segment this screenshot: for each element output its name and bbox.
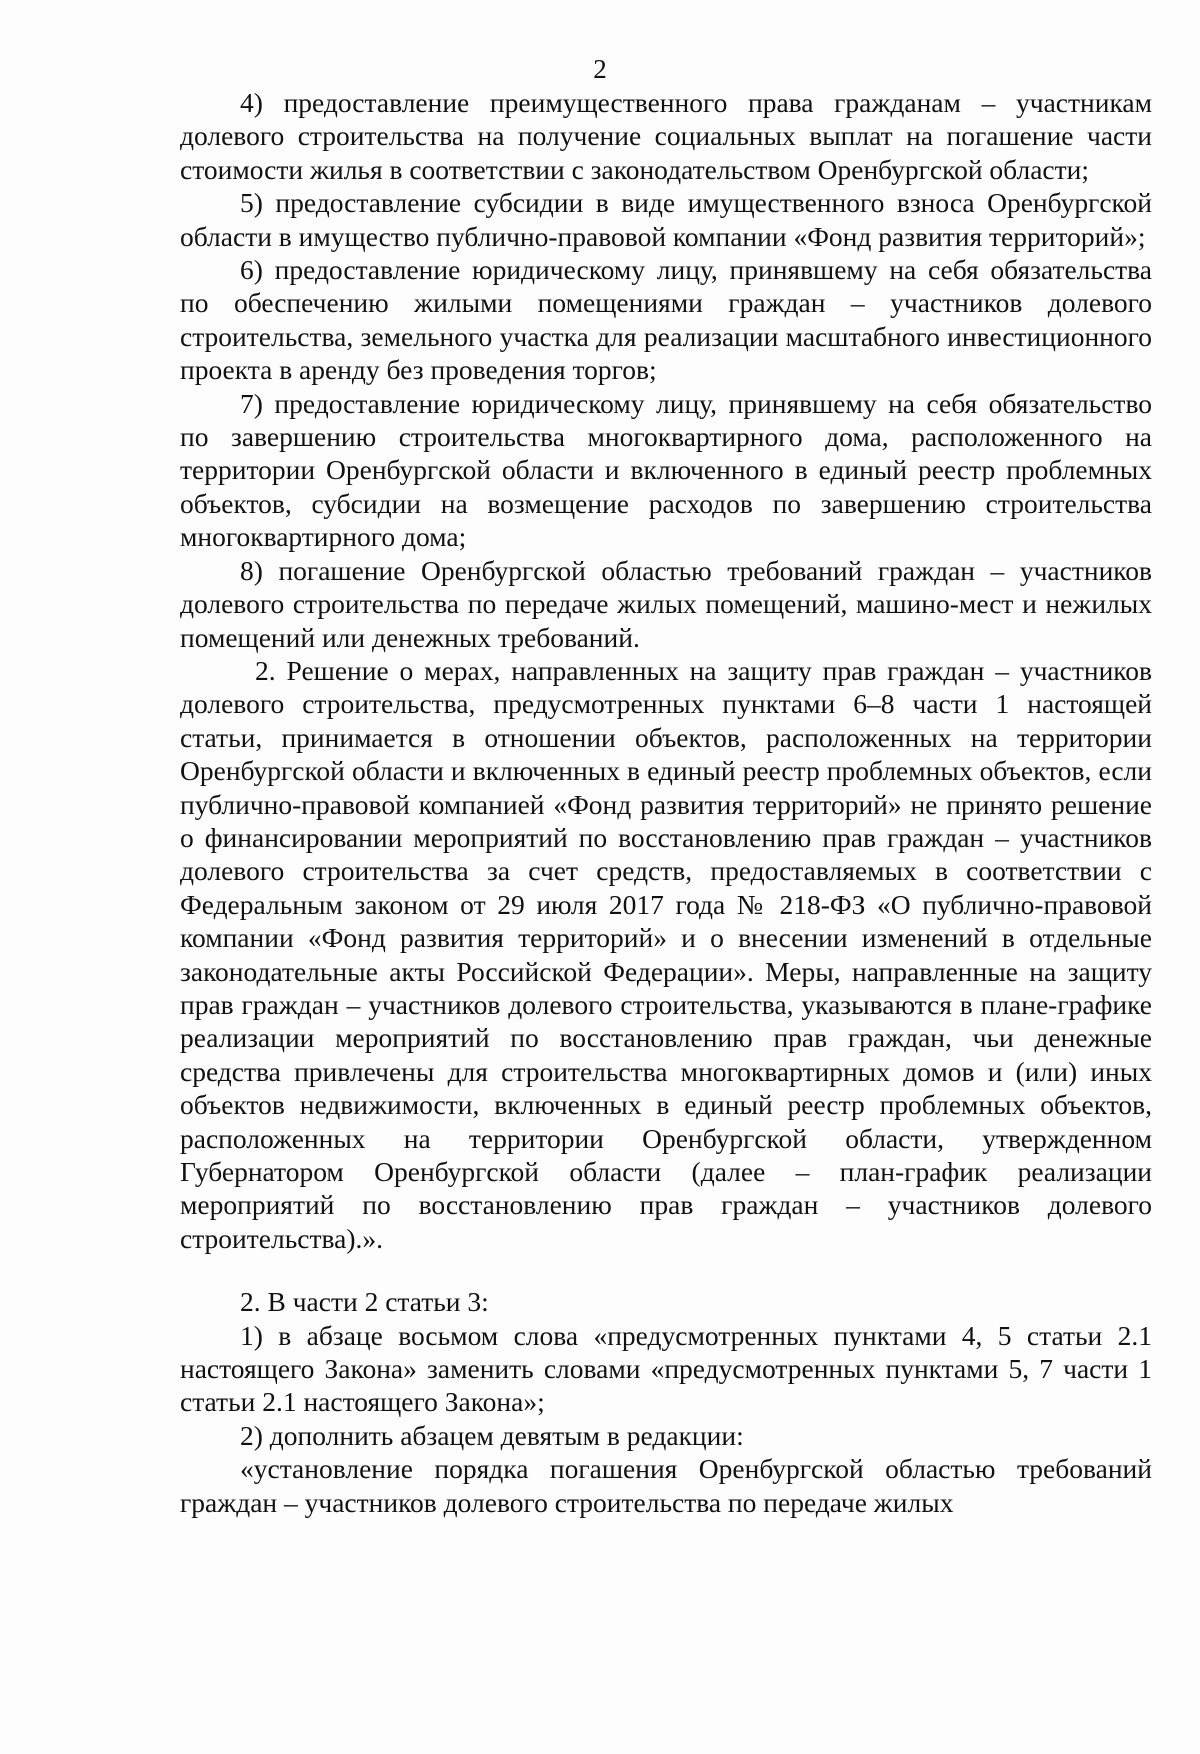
paragraph-part-2: 2. Решение о мерах, направленных на защиту прав граждан – участников долевого строительства, предусмотренных пунктами 6–8 части 1 настоящей статьи, принимается в отношении объектов, расположенных на территории Оренбургской области и включенных в единый реестр проблемных объектов, если публично-правовой компанией «Фонд развития территорий» не принято решение о финансировании мероприятий по восстановлению прав граждан – участников долевого строительства за счет средств, предоставляемых в соответствии с Федеральным законом от 29 июля 2017 года № 218-ФЗ «О публично-правовой компании «Фонд развития территорий» и о внесении изменений в отдельные законодательные акты Российской Федерации». Меры, направленные на защиту прав граждан – участников долевого строительства, указываются в плане-графике реализации мероприятий по восстановлению прав граждан, чьи денежные средства привлечены для строительства многоквартирных домов и (или) иных объектов недвижимости, включенных в единый реестр проблемных объектов, расположенных на территории Оренбургской области, утвержденном Губернатором Оренбургской области (далее – план-график реализации мероприятий по восстановлению прав граждан – участников долевого строительства).». [180,654,1152,1254]
paragraph-item-8: 8) погашение Оренбургской областью требований граждан – участников долевого строительства по передаче жилых помещений, машино-мест и нежилых помещений или денежных требований. [180,554,1152,653]
paragraph-gap [180,1255,1152,1285]
paragraph-amendment-heading: 2. В части 2 статьи 3: [240,1286,489,1318]
page-number: 2 [593,54,607,84]
document-body [180,86,1152,1519]
paragraph-item-5: 5) предоставление субсидии в виде имущественного взноса Оренбургской области в имущество публично-правовой компании «Фонд развития территорий»; [180,187,1152,252]
paragraph-item-7: 7) предоставление юридическому лицу, принявшему на себя обязательство по завершению строительства многоквартирного дома, расположенного на территории Оренбургской области и включенного в единый реестр проблемных объектов, субсидии на возмещение расходов по завершению строительства многоквартирного дома; [180,387,1152,553]
paragraph-amendment-1: 1) в абзаце восьмом слова «предусмотренных пунктами 4, 5 статьи 2.1 настоящего Закона» заменить словами «предусмотренных пунктами 5, 7 части 1 статьи 2.1 настоящего Закона»; [180,1319,1152,1418]
paragraph-item-6: 6) предоставление юридическому лицу, принявшему на себя обязательства по обеспечению жилыми помещениями граждан – участников долевого строительства, земельного участка для реализации масштабного инвестиционного проекта в аренду без проведения торгов; [180,254,1152,386]
paragraph-amendment-quote: «установление порядка погашения Оренбургской областью требований граждан – участников долевого строительства по передаче жилых [180,1453,1152,1518]
paragraph-amendment-2: 2) дополнить абзацем девятым в редакции: [240,1419,744,1451]
paragraph-item-4: 4) предоставление преимущественного права гражданам – участникам долевого строительства на получение социальных выплат на погашение части стоимости жилья в соответствии с законодательством Оренбургской области; [180,87,1152,185]
